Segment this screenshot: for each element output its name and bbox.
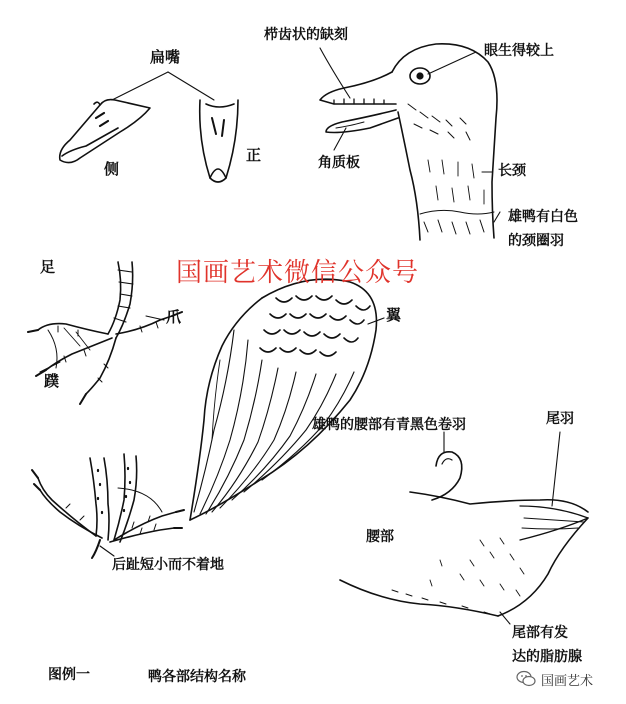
duck-head [320,44,497,240]
label-white-collar-line2: 的颈圈羽 [508,233,564,249]
label-tail-gland-line2: 达的脂肪腺 [512,649,582,665]
label-white-collar-line1: 雄鸭有白色 [508,209,578,225]
label-waist: 腰部 [366,529,394,545]
label-hind-toe: 后趾短小而不着地 [112,557,224,573]
label-curl-feather: 雄鸭的腰部有青黑色卷羽 [312,417,466,433]
label-foot: 足 [40,258,56,276]
bill-leader-lines [112,72,214,100]
source-badge [516,668,593,690]
label-eye: 眼生得较上 [484,43,554,59]
label-long-neck: 长颈 [498,163,526,179]
figure-number: 图例一 [48,667,90,683]
hind-toe-leader-line [100,546,114,556]
label-tail-gland-line1: 尾部有发 [512,625,568,641]
wing [190,279,376,520]
wechat-icon [516,670,536,688]
bill-side-view [60,100,150,163]
badge-text: 国画艺术 [541,673,594,689]
label-tail-feather: 尾羽 [546,411,574,427]
foot-lower [32,454,184,558]
figure-title: 鸭各部结构名称 [148,669,246,685]
label-wing: 翼 [386,306,402,324]
label-horn-plate: 角质板 [318,155,360,171]
label-front: 正 [246,146,262,164]
watermark: 国画艺术微信公众号 [176,258,420,288]
label-flat-bill: 扁嘴 [150,48,181,66]
label-side: 侧 [104,160,120,178]
label-claw: 爪 [166,308,182,326]
bill-front-view [200,100,238,182]
label-comb-notch: 栉齿状的缺刻 [264,27,348,43]
label-web: 蹼 [44,372,60,390]
